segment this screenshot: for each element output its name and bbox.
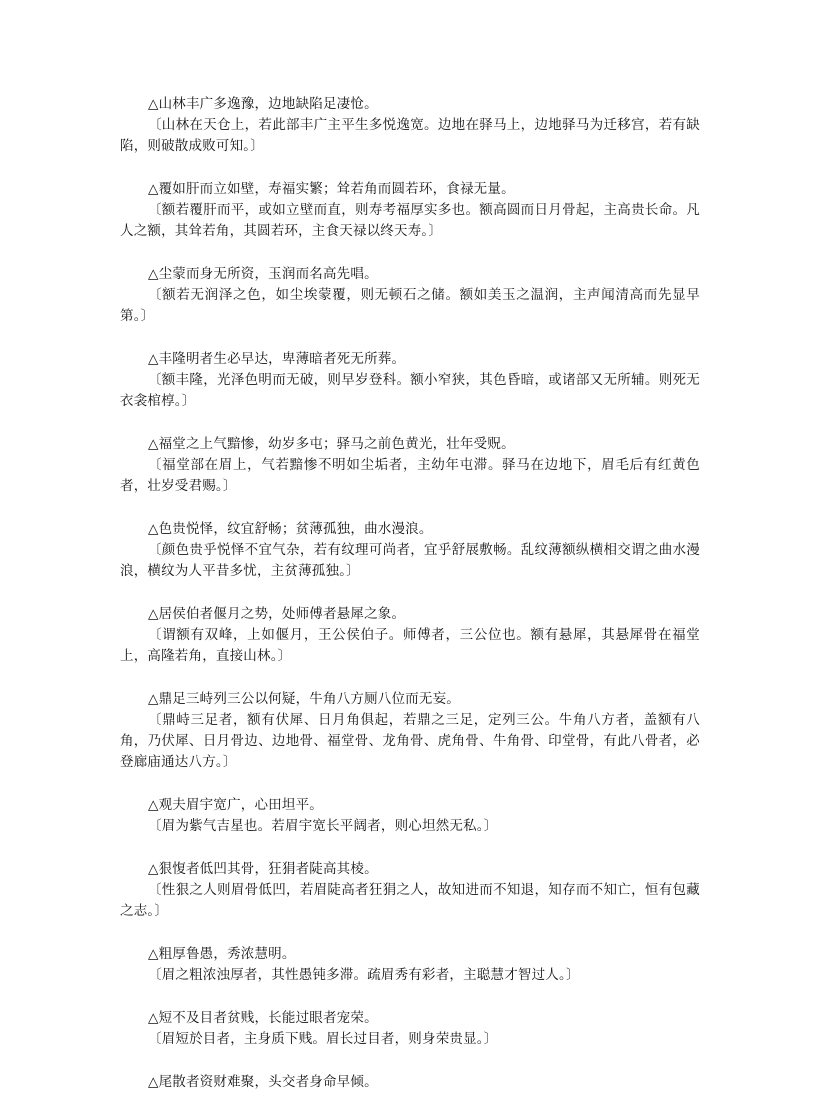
document-body xyxy=(120,94,700,1115)
entry-heading: △居侯伯者偃月之势，处师傅者悬犀之象。 xyxy=(148,606,406,622)
entry-7 xyxy=(120,604,700,667)
entry-heading: △观夫眉宇宽广，心田坦平。 xyxy=(148,797,323,813)
entry-commentary: 〔额若覆肝而平，或如立壁而直，则寿考福厚实多也。额高圆而日月骨起，主高贵长命。凡人之额，其耸若角，其圆若环，主食天禄以终天寿。〕 xyxy=(120,202,700,239)
entry-commentary: 〔福堂部在眉上，气若黯惨不明如尘垢者，主幼年屯滞。驿马在边地下，眉毛后有红黄色者，壮岁受君赐。〕 xyxy=(120,457,700,494)
entry-commentary: 〔眉之粗浓浊厚者，其性愚钝多滞。疏眉秀有彩者，主聪慧才智过人。〕 xyxy=(148,967,580,983)
entry-heading: △狠愎者低凹其骨，狂狷者陡高其棱。 xyxy=(148,861,378,877)
entry-heading: △山林丰广多逸豫，边地缺陷足凄怆。 xyxy=(148,96,378,112)
entry-commentary: 〔眉短於目者，主身质下贱。眉长过目者，则身荣贵显。〕 xyxy=(148,1031,498,1047)
entry-4 xyxy=(120,349,700,412)
entry-commentary: 〔谓额有双峰，上如偃月，王公侯伯子。师傅者，三公位也。额有悬犀，其悬犀骨在福堂上，高隆若角，直接山林。〕 xyxy=(120,627,700,664)
entry-heading: △福堂之上气黯惨，幼岁多屯；驿马之前色黄光，壮年受贶。 xyxy=(148,436,515,452)
entry-heading: △粗厚鲁愚，秀浓慧明。 xyxy=(148,946,296,962)
entry-heading: △尘蒙而身无所资，玉润而名高先唱。 xyxy=(148,266,378,282)
entry-1 xyxy=(120,94,700,157)
entry-commentary: 〔眉为紫气吉星也。若眉宇宽长平阔者，则心坦然无私。〕 xyxy=(148,818,498,834)
entry-heading: △色贵悦怿，纹宜舒畅；贫薄孤独，曲水漫浪。 xyxy=(148,521,433,537)
entry-heading: △短不及目者贫贱，长能过眼者宠荣。 xyxy=(148,1010,378,1026)
entry-3 xyxy=(120,264,700,327)
entry-13 xyxy=(120,1072,700,1093)
entry-heading: △丰隆明者生必早达，卑薄暗者死无所葬。 xyxy=(148,351,406,367)
entry-commentary: 〔额丰隆，光泽色明而无破，则早岁登科。额小窄狭，其色昏暗，或诸部又无所辅。则死无衣衾棺椁。〕 xyxy=(120,372,700,409)
entry-commentary: 〔颜色贵乎悦怿不宜气杂，若有纹理可尚者，宜乎舒展敷畅。乱纹薄额纵横相交谓之曲水漫浪，横纹为人平昔多忧，主贫薄孤独。〕 xyxy=(120,542,700,579)
entry-11 xyxy=(120,944,700,986)
entry-commentary: 〔性狠之人则眉骨低凹，若眉陡高者狂狷之人，故知进而不知退，知存而不知亡，恒有包藏之志。〕 xyxy=(120,882,700,919)
entry-6 xyxy=(120,519,700,582)
entry-10 xyxy=(120,859,700,922)
entry-12 xyxy=(120,1008,700,1050)
entry-heading: △尾散者资财难聚，头交者身命早倾。 xyxy=(148,1074,378,1090)
entry-heading: △覆如肝而立如壁，寿福实繁；耸若角而圆若环，食禄无量。 xyxy=(148,181,515,197)
entry-commentary: 〔鼎峙三足者，额有伏犀、日月角俱起，若鼎之三足，定列三公。牛角八方者，盖额有八角，乃伏犀、日月骨边、边地骨、福堂骨、龙角骨、虎角骨、牛角骨、印堂骨，有此八骨者，必登廊庙通达八方。〕 xyxy=(120,712,700,770)
entry-commentary: 〔山林在天仓上，若此部丰广主平生多悦逸宽。边地在驿马上，边地驿马为迁移宫，若有缺陷，则破散成败可知。〕 xyxy=(120,117,700,154)
entry-heading: △鼎足三峙列三公以何疑，牛角八方厕八位而无妄。 xyxy=(148,691,460,707)
entry-2 xyxy=(120,179,700,242)
entry-9 xyxy=(120,795,700,837)
entry-commentary: 〔额若无润泽之色，如尘埃蒙覆，则无顿石之储。额如美玉之温润，主声闻清高而先显早第。〕 xyxy=(120,287,700,324)
entry-8 xyxy=(120,689,700,773)
entry-5 xyxy=(120,434,700,497)
